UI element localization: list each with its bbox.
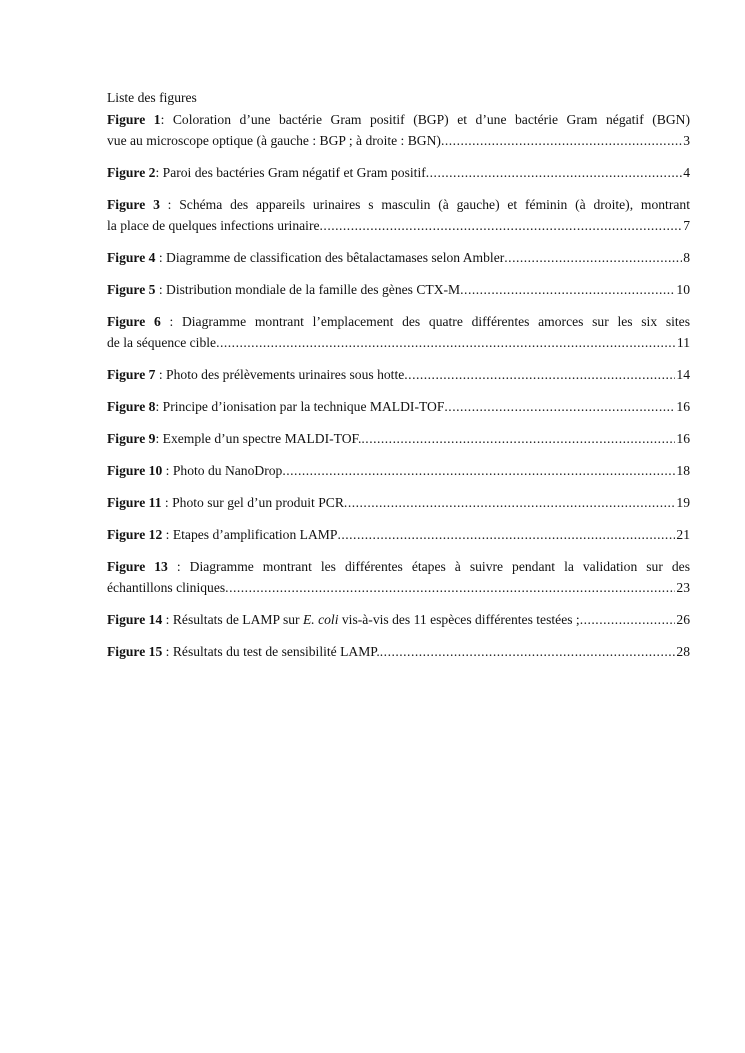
entry-text: : Diagramme montrant les différentes étapes à suivre pendant la validation sur des — [167, 559, 690, 574]
toc-entry-figure-13[interactable] — [107, 556, 690, 598]
figure-label: Figure 5 — [107, 282, 156, 297]
toc-entry-figure-7[interactable] — [107, 364, 690, 385]
dot-leader — [320, 215, 683, 236]
entry-line-2 — [107, 215, 690, 236]
list-of-figures-page — [107, 88, 690, 673]
entry-text: : Photo des prélèvements urinaires sous hotte — [155, 367, 405, 382]
entry-text: de la séquence cible — [107, 335, 217, 350]
entry-text: vue au microscope optique (à gauche : BGP ; à droite : BGN) — [107, 133, 441, 148]
entry-text: : Etapes d’amplification LAMP — [162, 527, 338, 542]
dot-leader — [344, 492, 675, 513]
entry-text-wrap — [107, 428, 361, 449]
entry-line-1 — [107, 311, 690, 332]
figure-label: Figure 6 — [107, 314, 161, 329]
figure-label: Figure 13 — [107, 559, 168, 574]
entry-text: vis-à-vis des 11 espèces différentes testées ; — [338, 612, 580, 627]
page-number[interactable]: 7 — [683, 218, 690, 233]
dot-leader — [361, 428, 675, 449]
page-number[interactable]: 23 — [676, 580, 690, 595]
page-number[interactable]: 3 — [683, 133, 690, 148]
figure-label: Figure 1 — [107, 112, 161, 127]
page-number[interactable]: 28 — [676, 644, 690, 659]
page-number[interactable]: 16 — [676, 399, 690, 414]
entry-text-wrap — [107, 162, 426, 183]
entry-text: : Exemple d’un spectre MALDI-TOF. — [155, 431, 362, 446]
dot-leader — [426, 162, 682, 183]
toc-entry-figure-8[interactable] — [107, 396, 690, 417]
toc-entry-figure-14[interactable] — [107, 609, 690, 630]
page-number[interactable]: 14 — [676, 367, 690, 382]
entry-line-1 — [107, 428, 690, 449]
entry-line-1 — [107, 396, 690, 417]
toc-entry-figure-9[interactable] — [107, 428, 690, 449]
entry-text: : Schéma des appareils urinaires s masculin (à gauche) et féminin (à droite), montrant — [159, 197, 690, 212]
dot-leader — [444, 396, 675, 417]
dot-leader — [460, 279, 675, 300]
page-number[interactable]: 11 — [676, 335, 690, 350]
entry-text: la place de quelques infections urinaire — [107, 218, 320, 233]
page-number[interactable]: 21 — [676, 527, 690, 542]
entry-text-wrap — [107, 641, 380, 662]
entry-line-1 — [107, 364, 690, 385]
figure-label: Figure 2 — [107, 165, 156, 180]
entry-text: : Diagramme montrant l’emplacement des quatre différentes amorces sur les six sites — [160, 314, 690, 329]
toc-entry-figure-6[interactable] — [107, 311, 690, 353]
list-title: Liste des figures — [107, 90, 197, 105]
toc-entry-figure-4[interactable] — [107, 247, 690, 268]
toc-entry-figure-5[interactable] — [107, 279, 690, 300]
entry-text: : Diagramme de classification des bêtalactamases selon Ambler — [155, 250, 505, 265]
entry-line-1 — [107, 524, 690, 545]
figure-label: Figure 8 — [107, 399, 156, 414]
entry-line-1 — [107, 641, 690, 662]
entry-line-1 — [107, 162, 690, 183]
figure-label: Figure 15 — [107, 644, 163, 659]
entry-line-2 — [107, 130, 690, 151]
dot-leader — [380, 641, 676, 662]
entry-text-wrap — [107, 524, 337, 545]
entry-line-1 — [107, 279, 690, 300]
page-number[interactable]: 10 — [676, 282, 690, 297]
page-number[interactable]: 18 — [676, 463, 690, 478]
entry-text-wrap — [107, 279, 460, 300]
toc-entry-figure-10[interactable] — [107, 460, 690, 481]
entry-text: : Résultats de LAMP sur — [162, 612, 303, 627]
entry-text: : Paroi des bactéries Gram négatif et Gram positif — [155, 165, 426, 180]
entry-text-wrap — [107, 247, 504, 268]
dot-leader — [225, 577, 675, 598]
page-number[interactable]: 8 — [683, 250, 690, 265]
entry-text-wrap — [107, 492, 344, 513]
entry-text: : Photo du NanoDrop — [162, 463, 283, 478]
dot-leader — [404, 364, 675, 385]
entry-text-wrap — [107, 364, 404, 385]
figure-label: Figure 7 — [107, 367, 156, 382]
entry-line-1 — [107, 194, 690, 215]
dot-leader — [580, 609, 676, 630]
entry-line-1 — [107, 460, 690, 481]
figure-label: Figure 9 — [107, 431, 156, 446]
entry-line-2 — [107, 332, 690, 353]
entry-text: : Coloration d’une bactérie Gram positif (BGP) et d’une bactérie Gram négatif (BGN) — [160, 112, 690, 127]
species-name-italic: E. coli — [302, 612, 339, 627]
dot-leader — [337, 524, 675, 545]
dot-leader — [441, 130, 682, 151]
toc-entry-figure-11[interactable] — [107, 492, 690, 513]
figure-label: Figure 11 — [107, 495, 162, 510]
page-number[interactable]: 16 — [676, 431, 690, 446]
dot-leader — [504, 247, 682, 268]
entry-line-1 — [107, 109, 690, 130]
page-number[interactable]: 26 — [676, 612, 690, 627]
entry-line-2 — [107, 577, 690, 598]
figure-label: Figure 3 — [107, 197, 160, 212]
entry-line-1 — [107, 492, 690, 513]
figure-label: Figure 14 — [107, 612, 163, 627]
page-number[interactable]: 19 — [676, 495, 690, 510]
entry-text-wrap — [107, 460, 282, 481]
toc-entry-figure-2[interactable] — [107, 162, 690, 183]
toc-entry-figure-12[interactable] — [107, 524, 690, 545]
entry-line-1 — [107, 609, 690, 630]
entry-text-wrap — [107, 609, 580, 630]
entry-line-1 — [107, 247, 690, 268]
figure-label: Figure 10 — [107, 463, 163, 478]
dot-leader — [216, 332, 676, 353]
toc-entry-figure-3[interactable] — [107, 194, 690, 236]
entry-text: : Photo sur gel d’un produit PCR — [161, 495, 344, 510]
entry-text: : Résultats du test de sensibilité LAMP. — [162, 644, 380, 659]
entry-text: : Principe d’ionisation par la technique MALDI-TOF — [155, 399, 445, 414]
entry-text: : Distribution mondiale de la famille des gènes CTX-M — [155, 282, 461, 297]
toc-entry-figure-1[interactable] — [107, 109, 690, 151]
toc-entry-figure-15[interactable] — [107, 641, 690, 662]
entry-text-wrap — [107, 396, 444, 417]
dot-leader — [282, 460, 675, 481]
page-number[interactable]: 4 — [683, 165, 690, 180]
figure-label: Figure 12 — [107, 527, 163, 542]
figure-label: Figure 4 — [107, 250, 156, 265]
entry-text: échantillons cliniques — [107, 580, 226, 595]
entry-line-1 — [107, 556, 690, 577]
